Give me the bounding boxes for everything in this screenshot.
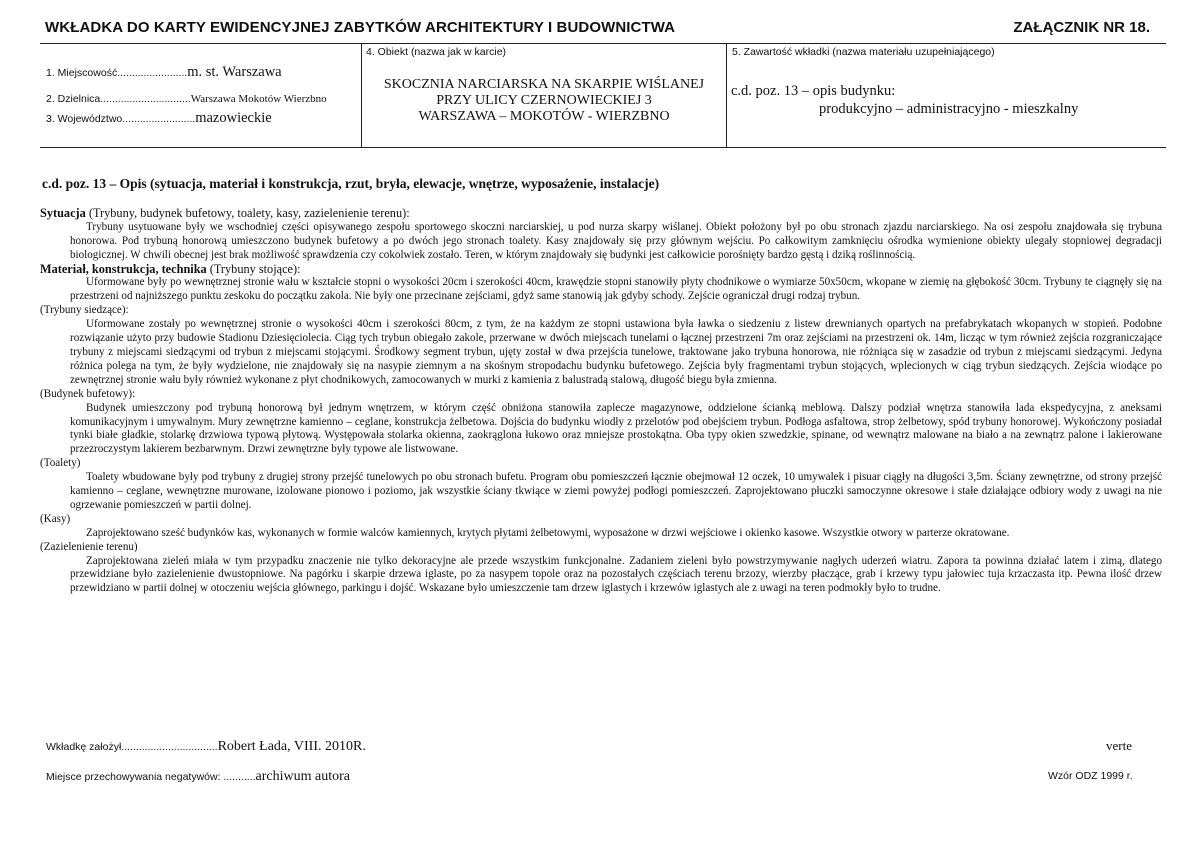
document-title: WKŁADKA DO KARTY EWIDENCYJNEJ ZABYTKÓW ARCHITEKTURY I BUDOWNICTWA <box>45 19 676 36</box>
header-divider-2 <box>726 43 727 147</box>
annex-number: ZAŁĄCZNIK NR 18. <box>1013 19 1150 36</box>
seated-stands-text: Uformowane zostały po wewnętrznej stronie o wysokości 40cm i szerokości 80cm, z tym, że na każdym ze stopni ustawiona była ławka o siedzeniu z listew drewnianych opartych na prefabrykatach wkopanych w stopień. Podobne rozwiązanie użyto przy budowie Stadionu Dziesięciolecia. Ciąg tych trybun obiegało zakole, przerwane w dwóch miejscach tunelami o łącznej przestrzeni 7m oraz zejściami na przestrzeni ok. 14m, licząc w tym również zejścia rozgraniczające trybuny z miejscami siedzącymi od trybun z miejscami stojącymi. Środkowy segment trybun, ujęty został w dwa przejścia tunelowe, traktowane jako trybuna honorowa, nie różniąca się w zasadzie od trybun z miejscami siedzącymi. Jedyna różnica polega na tym, że były wydzielone, nie znajdowały się na nasypie ziemnym a na skośnym stropodachu budynku bufetowego. Zejścia były fragmentami trybun stojących, wplecionych w ciąg trybun siedzących. Zejścia wiodące po zewnętrznej stronie wału były również wykonane z płyt chodnikowych, zamocowanych w murki z kamienia z balustradą stalową, długość biegu była zmienna. <box>70 318 1162 386</box>
city-value: m. st. Warszawa <box>187 64 282 80</box>
toilets-text: Toalety wbudowane były pod trybuny z drugiej strony przejść tunelowych po obu stronach bufetu. Program obu pomieszczeń łącznie obejmował 12 oczek, 10 umywalek i pisuar ciągły na długości 3,5m. Ściany zewnętrzne, od strony przejść kamienno – ceglane, wewnętrzne murowane, izolowane pionowo i poziomo, jak wszystkie ściany tkwiące w ziemi powyżej podłogi pomieszczeń. Zaprojektowano płuczki samoczynne okresowe i stałe działające odbiory wody z uwagi na nie ogrzewanie pomieszczeń w partii dolnej. <box>70 471 1162 511</box>
voivodeship-row <box>46 109 272 127</box>
greenery-subtitle: (Zazielenienie terenu) <box>40 540 138 553</box>
situation-title: Sytuacja <box>40 205 86 220</box>
storage-dots: ........... <box>223 771 256 783</box>
buffet-text: Budynek umieszczony pod trybuną honorową był jednym wnętrzem, w którym część obniżona stanowiła zaplecze magazynowe, oddzielone ścianką meblową. Dalszy podział wnętrza stanowiła lada ekspedycyjna, z aneksami komunikacyjnym i umywalnym. Mury zewnętrzne kamienno – ceglane, konstrukcja żelbetowa. Dojścia do budynku wiodły z przelotów pod obejściem trybun. Podłoga asfaltowa, strop żelbetowy, spód trybuny honorowej. Wykończony posiadał tynki białe gładkie, stolarkę drzwiowa typową płytową. Występowała stolarka okienna, zaokrąglona łukowo oraz mniejsze prostokątna. Oba typy okien szwedzkie, spinane, od wewnątrz malowane na biało a na zewnątrz palone i lakierowane przezroczystym lakierem bezbarwnym. Drzwi zewnętrzne były typowe ale listwowane. <box>70 401 1162 456</box>
author-label: Wkładkę założył <box>46 741 122 753</box>
ticket-office-text: Zaprojektowano sześć budynków kas, wykonanych w formie walców kamiennych, krytych płytami żelbetowymi, wyposażone w drzwi wejściowe i okienko kasowe. Wszystkie otwory w parterze okratowane. <box>86 526 1010 539</box>
voivodeship-dots: ......................... <box>122 113 196 125</box>
storage-label: Miejsce przechowywania negatywów: <box>46 771 224 783</box>
ticket-office-subtitle: (Kasy) <box>40 512 71 525</box>
material-subtitle: (Trybuny stojące): <box>206 261 301 276</box>
description-heading: c.d. poz. 13 – Opis (sytuacja, materiał i konstrukcja, rzut, bryła, elewacje, wnętrze, wyposażenie, instalacje) <box>42 176 660 191</box>
greenery-text: Zaprojektowana zieleń miała w tym przypadku znaczenie nie tylko dekoracyjne ale przede wszystkim funkcjonalne. Zadaniem zieleni było powstrzymywanie nagłych uderzeń wiatru. Zapora ta powinna działać latem i zimą, dlatego przewidziane było zazielenienie dwustopniowe. Na pagórku i skarpie drzewa iglaste, po za nasypem topole oraz na pozostałych częściach terenu brzozy, wierzby płaczące, grab i krzewy typu jałowiec tuja krzaczasta itp. Pewna ilość drzew przewidziano w partii dolnej w otoczeniu wejścia głównego, parkingu i dojść. Wskazane było umieszczenie tam drzew iglastych i krzewów iglastych ale z uwagi na teren podmokły było to trudne. <box>70 554 1162 595</box>
object-line-2: PRZY ULICY CZERNOWIECKIEJ 3 <box>436 93 652 108</box>
situation-subtitle: (Trybuny, budynek bufetowy, toalety, kasy, zazielenienie terenu): <box>85 205 410 220</box>
material-title: Materiał, konstrukcja, technika <box>40 261 207 276</box>
buffet-subtitle: (Budynek bufetowy): <box>40 387 136 400</box>
author-value: Robert Łada, VIII. 2010R. <box>217 739 366 754</box>
district-row <box>46 89 327 107</box>
voivodeship-value: mazowieckie <box>195 110 272 126</box>
description-body <box>40 177 1162 596</box>
storage-row <box>46 769 350 785</box>
district-value: Warszawa Mokotów Wierzbno <box>190 93 327 105</box>
object-line-3: WARSZAWA – MOKOTÓW - WIERZBNO <box>418 109 670 124</box>
verte-note: verte <box>1106 738 1132 753</box>
header-bottom-rule <box>40 147 1166 148</box>
author-dots: ................................. <box>121 741 218 753</box>
district-dots: ............................... <box>100 93 191 105</box>
contents-line-1: c.d. poz. 13 – opis budynku: <box>731 83 896 99</box>
city-label: 1. Miejscowość <box>46 67 118 79</box>
contents-label: 5. Zawartość wkładki (nazwa materiału uzupełniającego) <box>732 46 995 58</box>
section-situation-title <box>40 207 1162 221</box>
voivodeship-label: 3. Województwo <box>46 113 123 125</box>
seated-stands-subtitle: (Trybuny siedzące): <box>40 304 129 317</box>
city-dots: ........................ <box>117 67 188 79</box>
city-row <box>46 63 282 81</box>
standing-stands-text: Uformowane były po wewnętrznej stronie wału w kształcie stopni o wysokości 20cm i szerokości 40cm, krawędzie stopni stanowiły płyty chodnikowe o wymiarze 50x50cm, wkopane w ziemię na głębokość 30cm. Trybuny te ciągnęły się na przestrzeni od najniższego punktu zeskoku do początku zakola. Nie były one przecinane zejściami, gdyż same stanowią jak gdyby schody. Zejście ograniczał drugi rodzaj trybun. <box>70 276 1162 303</box>
district-label: 2. Dzielnica <box>46 93 101 105</box>
header-divider-1 <box>361 43 362 147</box>
object-name <box>366 77 722 125</box>
situation-text: Trybuny usytuowane były we wschodniej części opisywanego zespołu sportowego skoczni narciarskiej, u pod nurza skarpy wiślanej. Obiekt położony był po obu stronach zjazdu narciarskiego. Na osi zespołu znajdowała się trybuna honorowa. Pod trybuną honorową umieszczono budynek bufetowy a po dwóch jego stronach toalety. Kasy znajdowały się przy głównym wejściu. Po całkowitym zamknięciu ośrodka wymienione obiekty ulegały stopniowej degradacji biologicznej. W chwili obecnej jest brak możliwość sprawdzenia czy cokolwiek zostało. Teren, w którym znajdowały się budynki jest całkowicie porośnięty bardzo gęstą i dziką roślinnością. <box>70 220 1162 261</box>
contents-line-2: produkcyjno – administracyjno - mieszkalny <box>819 101 1079 117</box>
storage-value: archiwum autora <box>255 769 350 784</box>
object-line-1: SKOCZNIA NARCIARSKA NA SKARPIE WIŚLANEJ <box>383 77 705 92</box>
template-version: Wzór ODZ 1999 r. <box>1048 770 1133 782</box>
toilets-subtitle: (Toalety) <box>40 457 81 470</box>
object-label: 4. Obiekt (nazwa jak w karcie) <box>366 46 507 58</box>
author-row <box>46 739 366 755</box>
header-top-rule <box>40 43 1166 44</box>
section-material-title <box>40 263 1162 277</box>
